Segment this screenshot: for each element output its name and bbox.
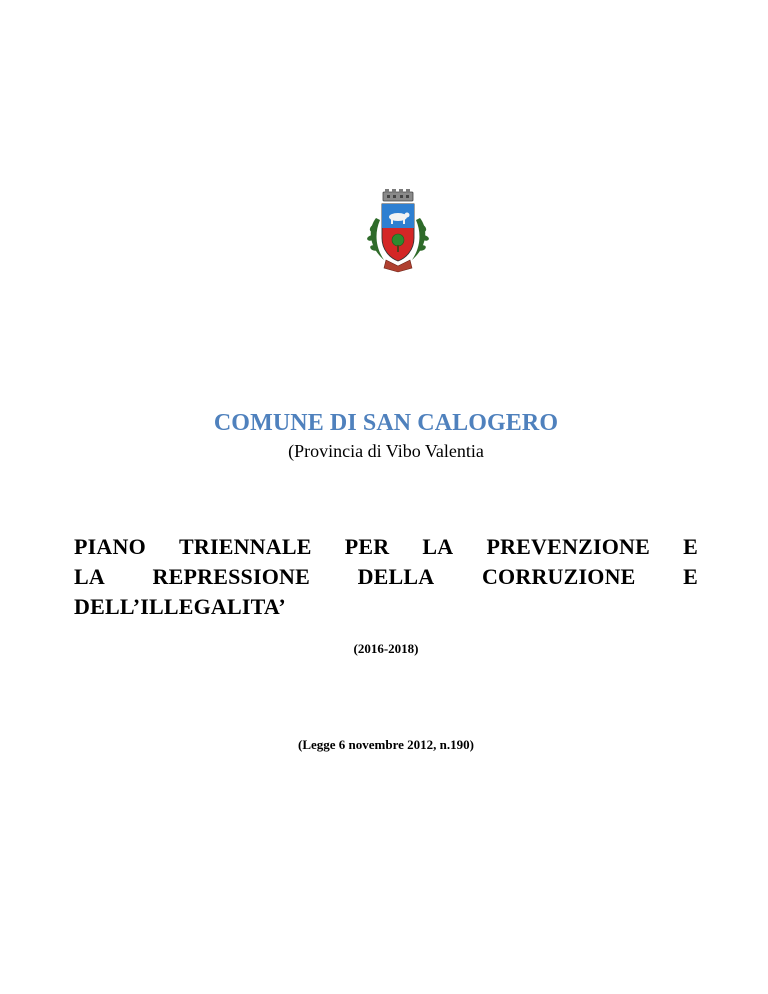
provincia-subtitle: (Provincia di Vibo Valentia bbox=[288, 441, 484, 461]
title-word: REPRESSIONE bbox=[152, 564, 311, 589]
ribbon-icon bbox=[384, 260, 412, 272]
plan-title-line-2 bbox=[74, 562, 698, 592]
plan-period: (2016-2018) bbox=[353, 641, 419, 656]
shield-icon bbox=[382, 204, 414, 261]
title-word: LA bbox=[422, 534, 454, 559]
coat-of-arms-icon bbox=[356, 188, 440, 274]
title-word: PREVENZIONE bbox=[486, 534, 651, 559]
title-word: PIANO bbox=[74, 534, 146, 559]
title-word: PER bbox=[344, 534, 390, 559]
title-word: E bbox=[683, 564, 698, 589]
crown-icon bbox=[383, 189, 413, 201]
comune-title: COMUNE DI SAN CALOGERO bbox=[213, 410, 559, 436]
title-word: DELLA bbox=[357, 564, 435, 589]
plan-title-line-1 bbox=[74, 532, 698, 562]
title-word: TRIENNALE bbox=[178, 534, 312, 559]
title-word: CORRUZIONE bbox=[481, 564, 636, 589]
title-word: E bbox=[683, 534, 698, 559]
plan-title-line-3: DELL’ILLEGALITA’ bbox=[74, 594, 286, 619]
plan-title bbox=[74, 532, 698, 622]
title-word: LA bbox=[74, 564, 105, 589]
law-reference: (Legge 6 novembre 2012, n.190) bbox=[298, 737, 474, 752]
